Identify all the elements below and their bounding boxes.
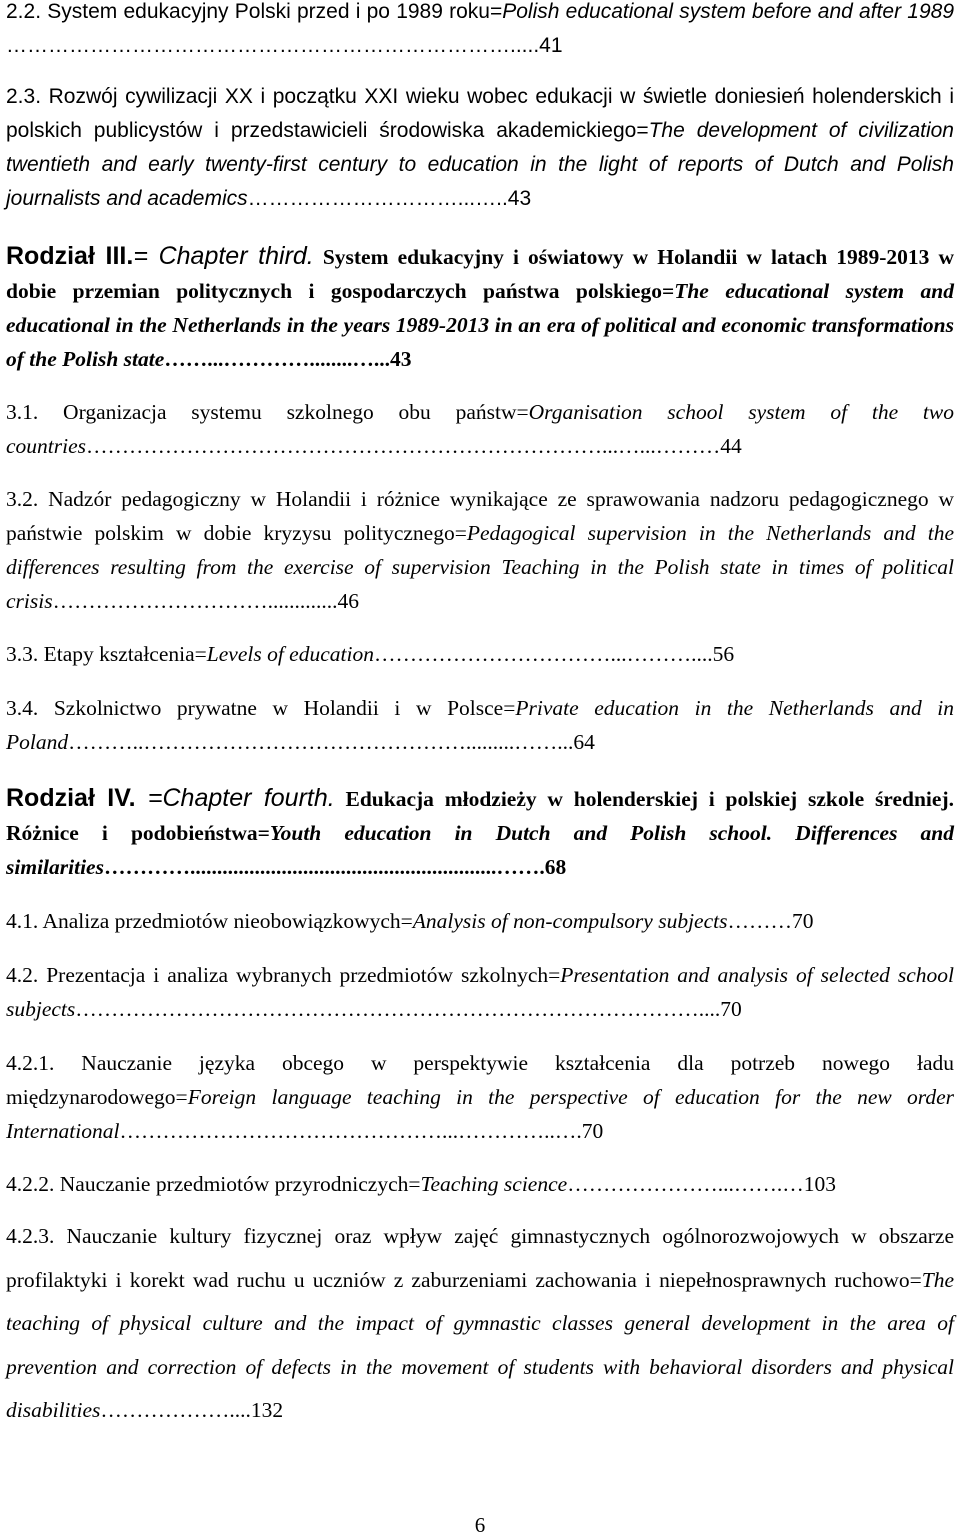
toc-entry-title-pl: System edukacyjny i oświatowy w Holandii w latach 1989-2013 w dobie przemian politycznych i gospodarczych państwa polskiego= [6,245,954,303]
toc-entry-title-en: The educational system and educational in the Netherlands in the years 1989-2013 in an era of political and economic transformations of the Polish state [6,279,955,371]
toc-entry-title-en: Levels of education [206,642,374,666]
toc-leader: …………………...…….… [567,1172,804,1196]
toc-leader: ………..……………………………………….........…… [68,730,558,754]
toc-entry-title-pl: 3.4. Szkolnictwo prywatne w Holandii i w Polsce= [6,696,516,720]
toc-page-number: ........46 [294,589,359,613]
toc-page-number: 103 [803,1172,836,1196]
toc-entry-title-pl: 2.2. System edukacyjny Polski przed i po 1989 roku= [6,0,503,23]
toc-leader: ………………………………………...…………..…. [119,1119,582,1143]
toc-entry-title-pl: 3.3. Etapy kształcenia= [6,642,207,666]
toc-leader: ……… [727,909,792,933]
toc-page-number: 68 [544,855,567,879]
page-number: 6 [474,1513,486,1537]
toc-page-number: ...41 [521,34,563,57]
toc-entry-title-en: The teaching of physical culture and the impact of gymnastic classes general development in the area of prevention and correction of defects in the movement of students with behavioral disorders and physical disabilities [6,1267,954,1422]
chapter-heading-pl: Rodział IV. [6,784,148,812]
toc-entry-title-en: Polish educational system before and after 1989 [502,0,954,23]
toc-leader: ……………………………...……….. [373,642,702,666]
toc-entry-3-2 [6,482,954,618]
toc-leader: ……………………………………………………………….. [6,34,522,57]
toc-page-number: ..56 [701,642,735,666]
toc-chapter-3 [6,239,954,376]
toc-entry-title-en: Presentation and analysis of selected school subjects [6,963,954,1021]
toc-entry-title-pl: 4.2.2. Nauczanie przedmiotów przyrodniczych= [6,1172,421,1196]
toc-page-number: 70 [581,1119,604,1143]
toc-entry-2-3 [6,80,954,216]
toc-entry-4-2 [6,958,954,1026]
toc-entry-title-en: Youth education in Dutch and Polish school. Differences and similarities [6,821,954,879]
toc-page-number: 70 [791,909,814,933]
toc-page-number: 44 [720,434,742,458]
toc-entry-4-2-3 [6,1215,954,1433]
toc-entry-title-pl: 4.2.3. Nauczanie kultury fizycznej oraz wpływ zajęć gimnastycznych ogólnorozwojowych w obszarze profilaktyki i korekt wad ruchu u uczniów z zaburzeniami zachowania i niepełnosprawnych ruchowo= [6,1224,954,1292]
chapter-heading-en: =Chapter fourth. [147,784,335,812]
toc-leader: ………………………………………………………………...…...……… [86,434,721,458]
toc-entry-title-en: Private education in the Netherlands and in Poland [6,696,954,754]
toc-page-number: .70 [714,997,742,1021]
toc-entry-title-pl: 4.2. Prezentacja i analiza wybranych przedmiotów szkolnych= [6,963,561,987]
toc-leader: ……...…………........…. [164,347,380,371]
toc-entry-title-pl: 3.2. Nadzór pedagogiczny w Holandii i różnice wynikające ze sprawowania nadzoru pedagogicznego w państwie polskim w dobie kryzysu politycznego= [6,487,954,545]
toc-chapter-4 [6,781,954,884]
toc-entry-title-en: Pedagogical supervision in the Netherlands and the differences resulting from the exercise of supervision Teaching in the Polish state in times of political crisis [6,521,954,613]
toc-entry-title-pl: 4.1. Analiza przedmiotów nieobowiązkowych= [6,909,413,933]
toc-entry-3-3 [6,637,954,671]
chapter-heading-en: = Chapter third. [133,242,314,270]
chapter-heading-pl: Rodział III. [6,242,134,270]
toc-entry-title-pl: Edukacja młodzieży w holenderskiej i polskiej szkole średniej. Różnice i podobieństwa= [6,787,954,845]
toc-leader: ……………………………………………………………………………... [75,997,715,1021]
toc-leader: ………….........................................................……. [103,855,545,879]
toc-entry-title-en: Organisation school system of the two countries [6,400,954,458]
toc-entry-title-pl: 3.1. Organizacja systemu szkolnego obu państw= [6,400,529,424]
toc-page-number: ...132 [234,1398,284,1422]
toc-leader: …………………………..... [52,589,295,613]
toc-page-number: ...64 [557,730,595,754]
toc-entry-4-2-1 [6,1046,954,1148]
toc-entry-4-1 [6,904,954,938]
toc-entry-title-en: Analysis of non-compulsory subjects [412,909,728,933]
toc-entry-title-pl: 4.2.1. Nauczanie języka obcego w perspektywie kształcenia dla potrzeb nowego ładu międzynarodowego= [6,1051,954,1109]
toc-page-number: ..43 [496,187,532,210]
toc-entry-title-en: Teaching science [420,1172,568,1196]
toc-leader: …………………………...… [247,187,497,210]
toc-entry-4-2-2 [6,1167,954,1201]
toc-entry-title-en: The development of civilization twentieth and early twenty-first century to education in the light of reports of Dutch and Polish journalists and academics [6,119,954,210]
toc-entry-title-pl: 2.3. Rozwój cywilizacji XX i początku XXI wieku wobec edukacji w świetle doniesień holenderskich i polskich publicystów i przedstawicieli środowiska akademickiego= [6,85,954,142]
toc-page-number: ..43 [379,347,412,371]
toc-entry-3-1 [6,395,954,463]
toc-entry-3-4 [6,691,954,759]
toc-entry-2-2 [6,0,954,63]
toc-leader: ………………. [100,1398,235,1422]
toc-entry-title-en: Foreign language teaching in the perspective of education for the new order International [6,1085,954,1143]
